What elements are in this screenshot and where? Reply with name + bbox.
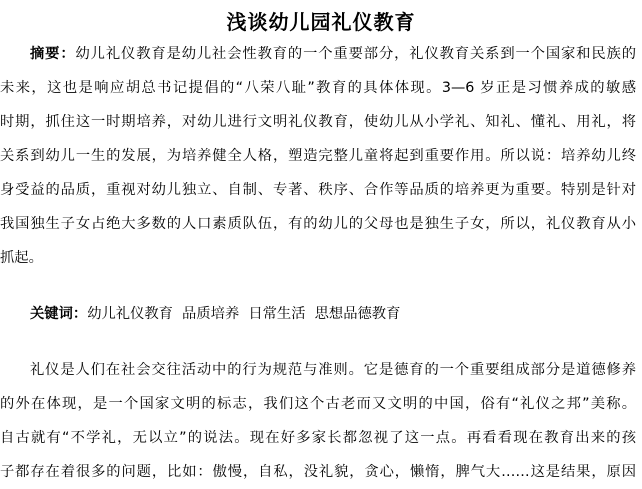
body-line-2: 的外在体现，是一个国家文明的标志，我们这个古老而又文明的中国，俗有“礼仪之邦”美称。: [0, 396, 636, 412]
body-line-4: 子都存在着很多的问题，比如：傲慢，自私，没礼貌，贪心，懒惰，脾气大……这是结果，原因: [0, 464, 636, 480]
abstract-line-6: 我国独生子女占绝大多数的人口素质队伍，有的幼儿的父母也是独生子女，所以，礼仪教育从小: [0, 216, 636, 232]
abstract-text-1: 幼儿礼仪教育是幼儿社会性教育的一个重要部分，礼仪教育关系到一个国家和民族的: [75, 46, 636, 62]
abstract-line-7: 抓起。: [0, 250, 43, 266]
body-line-1: 礼仪是人们在社会交往活动中的行为规范与准则。它是德育的一个重要组成部分是道德修养: [30, 362, 636, 378]
keywords-text: 幼儿礼仪教育 品质培养 日常生活 思想品德教育: [87, 306, 401, 322]
abstract-line-2: 未来，这也是响应胡总书记提倡的“八荣八耻”教育的具体体现。3—6 岁正是习惯养成的敏感: [0, 80, 636, 96]
abstract-line-3: 时期，抓住这一时期培养，对幼儿进行文明礼仪教育，使幼儿从小学礼、知礼、懂礼、用礼，将: [0, 114, 636, 130]
keywords-label: 关键词：: [30, 306, 88, 322]
keywords-line: [30, 304, 636, 324]
abstract-line-4: 关系到幼儿一生的发展，为培养健全人格，塑造完整儿童将起到重要作用。所以说：培养幼儿终: [0, 148, 636, 164]
body-line-3: 自古就有“不学礼，无以立”的说法。现在好多家长都忽视了这一点。再看看现在教育出来的孩: [0, 430, 636, 446]
abstract-line-1: [30, 44, 636, 64]
abstract-line-5: 身受益的品质，重视对幼儿独立、自制、专著、秩序、合作等品质的培养更为重要。特别是针对: [0, 182, 636, 198]
abstract-label: 摘要：: [30, 46, 76, 62]
document-title: 浅谈幼儿园礼仪教育: [226, 10, 416, 34]
